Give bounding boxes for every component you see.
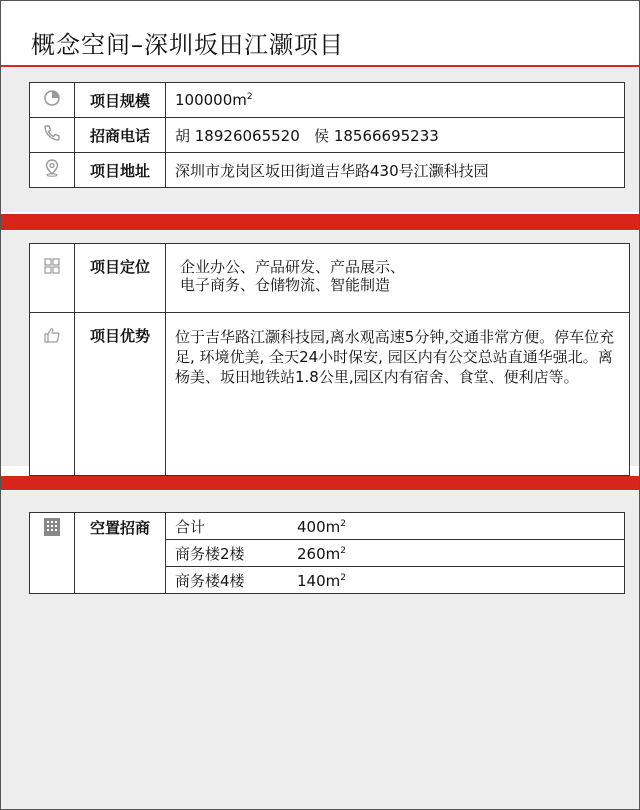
phone-value: 胡 18926065520 侯 18566695233 bbox=[166, 118, 625, 153]
advantages-value: 位于吉华路江灏科技园,离水观高速5分钟,交通非常方便。停车位充足, 环境优美, 全天24小时保安, 园区内有公交总站直通华强北。离杨美、坂田地铁站1.8公里,园区内有宿舍、食堂、便利店等。 bbox=[166, 313, 630, 476]
page-title: 概念空间–深圳坂田江灏项目 bbox=[31, 31, 344, 59]
basic-info-table bbox=[29, 82, 625, 188]
scale-value: $100000m^2$ bbox=[166, 83, 625, 118]
red-divider bbox=[1, 476, 639, 490]
thumbs-up-icon bbox=[42, 325, 62, 345]
table-row bbox=[30, 244, 630, 313]
address-value: 深圳市龙岗区坂田街道吉华路430号江灏科技园 bbox=[166, 153, 625, 188]
pie-chart-icon bbox=[42, 88, 62, 108]
address-label: 项目地址 bbox=[75, 153, 166, 188]
positioning-label: 项目定位 bbox=[75, 244, 166, 313]
table-row bbox=[30, 313, 630, 476]
vacancy-row-floor2: 商务楼2楼 $260m^2$ bbox=[166, 540, 625, 567]
phone-label: 招商电话 bbox=[75, 118, 166, 153]
vacancy-label: 空置招商 bbox=[75, 513, 166, 594]
scale-label: 项目规模 bbox=[75, 83, 166, 118]
positioning-table bbox=[29, 243, 630, 476]
table-row bbox=[30, 83, 625, 118]
header bbox=[1, 1, 639, 67]
location-pin-icon bbox=[42, 158, 62, 178]
vacancy-row-floor4: 商务楼4楼 $140m^2$ bbox=[166, 567, 625, 594]
positioning-value: 企业办公、产品研发、产品展示、 电子商务、仓储物流、智能制造 bbox=[166, 244, 630, 313]
vacancy-row-total: 合计 $400m^2$ bbox=[166, 513, 625, 540]
grid-icon bbox=[42, 256, 62, 276]
table-row bbox=[30, 118, 625, 153]
table-row bbox=[30, 513, 625, 540]
table-row bbox=[30, 153, 625, 188]
vacancy-table bbox=[29, 512, 625, 594]
phone-icon bbox=[42, 123, 62, 143]
advantages-label: 项目优势 bbox=[75, 313, 166, 476]
building-icon bbox=[42, 517, 62, 537]
red-divider bbox=[1, 214, 639, 230]
